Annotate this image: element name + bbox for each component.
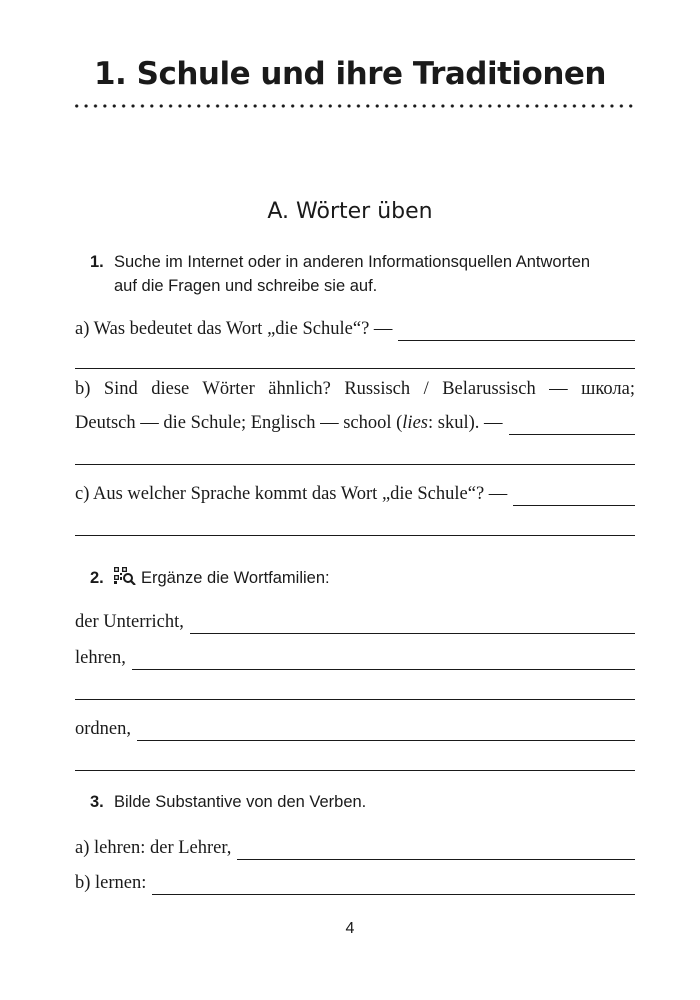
answer-line[interactable]	[237, 841, 635, 860]
task-1c-question: c) Aus welcher Sprache kommt das Wort „die Schule“? —	[75, 484, 508, 504]
task-2-text: Ergänze die Wortfamilien:	[141, 569, 330, 587]
task-1-line-1: Suche im Internet oder in anderen Informationsquellen Antworten	[114, 253, 591, 271]
noun-item: a) lehren: der Lehrer,	[75, 838, 232, 858]
chapter-title: 1. Schule und ihre Traditionen	[93, 56, 606, 92]
answer-line[interactable]	[75, 535, 635, 536]
task-1b-text-1: b) Sind diese Wörter ähnlich? Russisch / Belarussisch — школа;	[75, 379, 635, 399]
answer-line[interactable]	[398, 322, 635, 341]
task-1c-row	[75, 482, 635, 506]
task-3-row-2	[75, 871, 635, 895]
task-1b-row	[75, 411, 635, 435]
answer-line[interactable]	[75, 368, 635, 369]
task-2-number: 2.	[90, 569, 104, 587]
dotted-divider	[72, 103, 638, 109]
task-3-row-1	[75, 836, 635, 860]
task-3-instruction	[90, 790, 366, 814]
answer-line[interactable]	[75, 770, 635, 771]
task-3-number: 3.	[90, 793, 104, 811]
task-3-text: Bilde Substantive von den Verben.	[114, 793, 367, 811]
answer-line[interactable]	[75, 464, 635, 465]
task-1b-text-2-post: : skul). —	[428, 413, 503, 433]
word-family-item: der Unterricht,	[75, 612, 184, 632]
answer-line[interactable]	[509, 416, 635, 435]
task-2-row-2	[75, 646, 635, 670]
answer-line[interactable]	[137, 722, 635, 741]
task-2-instruction	[90, 566, 330, 590]
task-1a-question: a) Was bedeutet das Wort „die Schule“? —	[75, 319, 393, 339]
answer-line[interactable]	[190, 615, 635, 634]
task-1b-text-2	[75, 411, 503, 435]
word-family-item: lehren,	[75, 648, 126, 668]
answer-line[interactable]	[132, 651, 635, 670]
task-1b-italic: lies	[402, 413, 428, 433]
answer-line[interactable]	[75, 699, 635, 700]
noun-item: b) lernen:	[75, 873, 147, 893]
answer-line[interactable]	[152, 876, 635, 895]
task-1a-row	[75, 317, 635, 341]
task-1-number: 1.	[90, 253, 104, 271]
task-2-row-1	[75, 610, 635, 634]
task-1b-text-2-pre: Deutsch — die Schule; Englisch — school (	[75, 413, 403, 433]
page-number: 4	[345, 920, 355, 937]
task-1b-question-line-1	[75, 377, 635, 401]
task-1-line-2: auf die Fragen und schreibe sie auf.	[114, 277, 378, 295]
task-2-row-3	[75, 717, 635, 741]
answer-line[interactable]	[513, 487, 635, 506]
task-1-instruction	[90, 250, 590, 298]
word-family-item: ordnen,	[75, 719, 131, 739]
qr-search-icon	[114, 567, 136, 585]
section-title: A. Wörter üben	[267, 199, 433, 224]
